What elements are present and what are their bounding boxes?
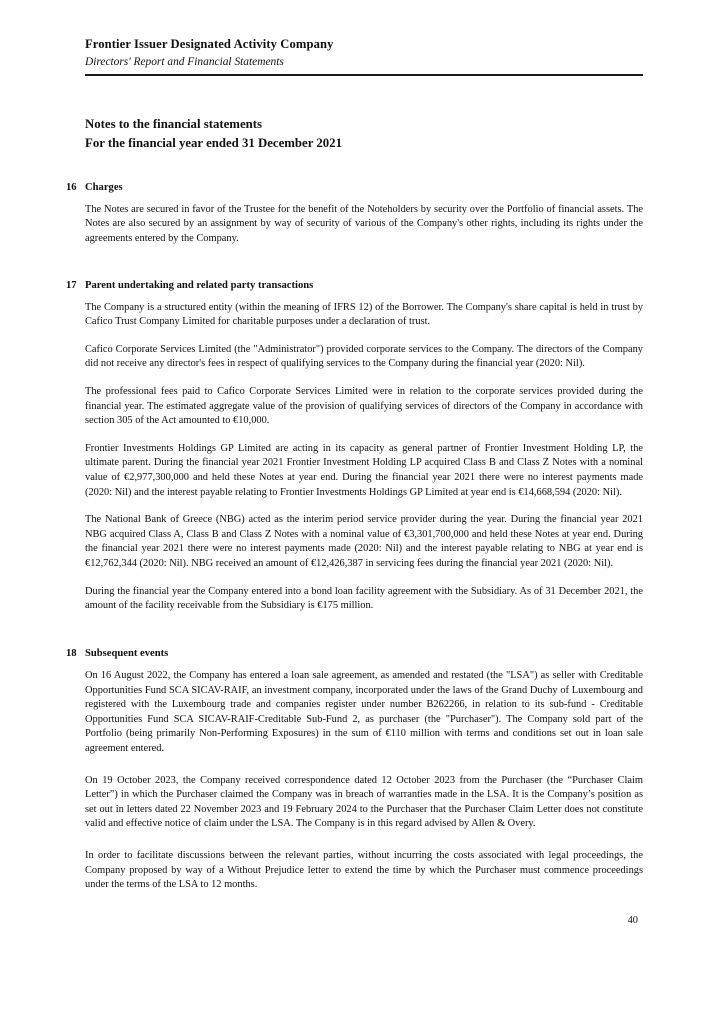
note-title: Subsequent events [85,647,169,659]
note-body [85,301,643,614]
note-paragraph: Cafico Corporate Services Limited (the "Administrator") provided corporate services to the Company. The directors of the Company did not receive any director's fees in respect of qualifying services to the Company during the financial year (2020: Nil). [85,343,643,370]
note-paragraph: During the financial year the Company entered into a bond loan facility agreement with the Subsidiary. As of 31 December 2021, the amount of the facility receivable from the Subsidiary is €175 million. [85,585,643,612]
note-heading [66,648,643,659]
note-body [85,203,643,247]
note-section-subsequent-events [66,647,643,893]
note-section-parent-undertaking [66,279,643,614]
note-section-charges [66,181,643,247]
note-heading [66,182,643,193]
page-title-line-2: For the financial year ended 31 December 2021 [85,135,342,150]
note-title: Charges [85,181,123,193]
note-paragraph: In order to facilitate discussions between the relevant parties, without incurring the costs associated with legal proceedings, the Company proposed by way of a Without Prejudice letter to extend the time by which the Purchaser must commence proceedings under the terms of the LSA to 12 months. [85,849,643,891]
running-header [85,36,643,76]
page-number: 40 [627,915,638,926]
page-title [85,115,643,151]
note-paragraph: The Company is a structured entity (within the meaning of IFRS 12) of the Borrower. The Company's share capital is held in trust by Cafico Trust Company Limited for charitable purposes under a declaration of trust. [85,301,643,328]
note-paragraph: On 16 August 2022, the Company has entered a loan sale agreement, as amended and restated (the "LSA") as seller with Creditable Opportunities Fund SCA SICAV-RAIF, an investment company, incorporated under the laws of the Grand Duchy of Luxembourg and registered with the Luxembourg trade and companies register under number B262266, in relation to its sub-fund - Creditable Opportunities Fund SCA SICAV-RAIF-Creditable Sub-Fund 2, as purchaser (the "Purchaser"). The Company sold part of the Portfolio (being primarily Non-Performing Exposures) in the sum of €110 million with terms and conditions set out in loan sale agreement entered. [85,669,643,754]
note-number: 17 [66,279,77,291]
header-company-name: Frontier Issuer Designated Activity Company [85,37,334,51]
note-paragraph: The National Bank of Greece (NBG) acted as the interim period service provider during the year. During the financial year 2021 NBG acquired Class A, Class B and Class Z Notes with a nominal value of €3,301,700,000 and held these Notes at year end. During the financial year 2021 there were no interest payments made (2020: Nil) and the interest payable relating to NBG at year end is €12,762,344 (2020: Nil). NBG received an amount of €12,426,387 in servicing fees during the financial year 2021 (2020: Nil). [85,514,643,570]
note-heading [66,280,643,291]
note-paragraph: On 19 October 2023, the Company received correspondence dated 12 October 2023 from the Purchaser (the “Purchaser Claim Letter”) in which the Purchaser claimed the Company was in breach of warranties made in the LSA. It is the Company’s position as set out in letters dated 22 November 2023 and 19 February 2024 to the Purchaser that the Purchaser Claim Letter does not constitute valid and effective notice of claim under the LSA. The Company is in this regard advised by Allen & Overy. [85,774,643,830]
note-title: Parent undertaking and related party transactions [85,279,314,291]
note-number: 16 [66,181,77,193]
note-body [85,669,643,893]
note-paragraph: The professional fees paid to Cafico Corporate Services Limited were in relation to the corporate services provided during the financial year. The estimated aggregate value of the provision of qualifying services of directors of the Company in accordance with section 305 of the Act amounted to €10,000. [85,385,643,427]
note-paragraph: Frontier Investments Holdings GP Limited are acting in its capacity as general partner of Frontier Investment Holding LP, the ultimate parent. During the financial year 2021 Frontier Investment Holding LP acquired Class B and Class Z Notes with a nominal value of €2,977,300,000 and held these Notes at year end. During the financial year 2021 there were no interest payments made (2020: Nil) and the interest payable relating to Frontier Investments Holdings GP Limited at year end is €14,668,594 (2020: Nil). [85,442,643,498]
note-number: 18 [66,647,77,659]
page-title-line-1: Notes to the financial statements [85,117,262,132]
header-divider-rule [85,74,643,76]
page-content [66,36,643,910]
note-paragraph: The Notes are secured in favor of the Trustee for the benefit of the Noteholders by security over the Portfolio of financial assets. The Notes are also secured by an assignment by way of security of various of the Company's other rights, including its rights under the agreements entered by the Company. [85,203,643,244]
header-document-subtitle: Directors' Report and Financial Statements [85,56,284,68]
